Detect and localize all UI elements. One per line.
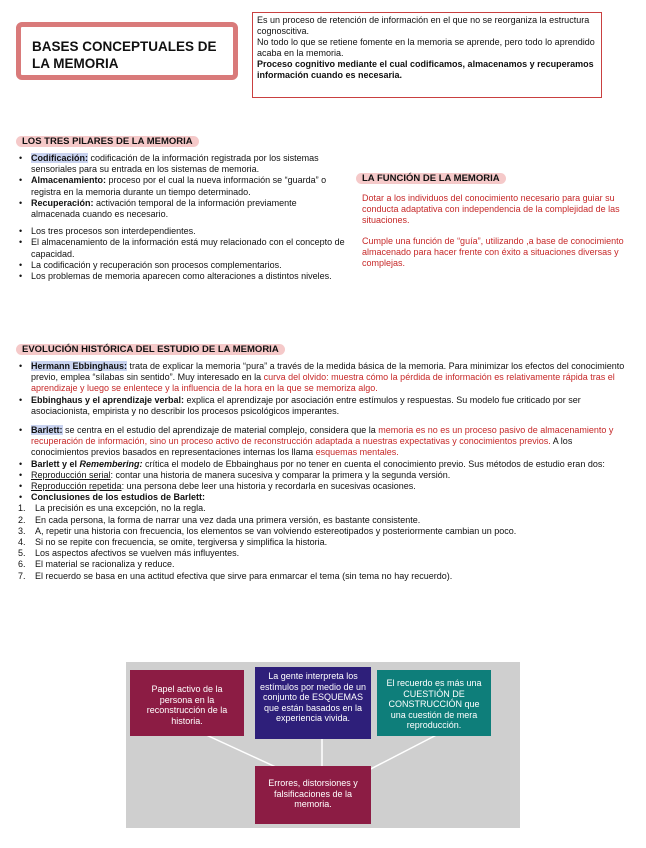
list-item <box>18 395 630 417</box>
author-term: Barlett: <box>31 425 63 436</box>
diagram-box-errors: Errores, distorsiones y falsificaciones de la memoria. <box>255 766 371 824</box>
author-term: Barlett y el <box>31 458 80 469</box>
pillar-term: Codificación: <box>31 153 89 163</box>
list-item: • Los problemas de memoria aparecen como alteraciones a distintos niveles. <box>18 271 346 282</box>
pillars-section <box>16 131 199 149</box>
method-text: : contar una historia de manera sucesiva y comparar la primera y la segunda versión. <box>110 469 451 480</box>
function-heading: LA FUNCIÓN DE LA MEMORIA <box>356 173 506 184</box>
method-term: Reproducción repetida <box>31 481 122 492</box>
conclusion-text: En cada persona, la forma de narrar una vez dada una primera versión, es bastante consistente. <box>35 514 421 525</box>
list-item <box>18 459 630 470</box>
pillar-text: proceso por el cual la nueva información se “guarda” o registra en la memoria durante un tiempo determinado. <box>31 175 327 197</box>
history-section <box>16 339 285 357</box>
conclusions-label: Conclusiones de los estudios de Barlett: <box>31 492 206 503</box>
conclusion-text: Si no se repite con frecuencia, se omite, tergiversa y simplifica la historia. <box>35 537 328 548</box>
conclusion-text: El recuerdo se basa en una actitud efectiva que sirve para enmarcar el tema (sin tema no hay recuerdo). <box>35 570 453 581</box>
history-heading: EVOLUCIÓN HISTÓRICA DEL ESTUDIO DE LA MEMORIA <box>16 344 285 355</box>
diagram-box-active-role: Papel activo de la persona en la reconstrucción de la historia. <box>130 670 244 736</box>
function-section <box>356 168 506 186</box>
conclusion-text: A, repetir una historia con frecuencia, los elementos se van volviendo estereotipados y posteriormente cambian un poco. <box>35 525 517 536</box>
method-text: : una persona debe leer una historia y recordarla en sucesivas ocasiones. <box>121 481 416 492</box>
list-item: 5. Los aspectos afectivos se vuelven más influyentes. <box>18 548 240 559</box>
pillar-term: Recuperación: <box>31 197 94 208</box>
conclusions-list <box>18 503 630 581</box>
definition-bold: Proceso cognitivo mediante el cual codificamos, almacenamos y recuperamos información cuando es necesaria. <box>257 59 594 80</box>
list-item: 6. El material se racionaliza y reduce. <box>18 559 175 570</box>
list-item <box>18 492 630 503</box>
author-term: Hermann Ebbinghaus: <box>31 361 128 371</box>
list-item <box>18 481 630 492</box>
history-text: trata de explicar la memoria “pura” a través de la medida básica de la memoria. Para minimizar los efectos del conocimiento previo, emplea “sílabas sin sentido”. Muy interesado en la <box>31 361 625 383</box>
history-highlight: curva del olvido: muestra cómo la pérdida de información es relativamente rápida tras el aprendizaje y luego se enlentece y la influencia de la hora en la que se memoriza algo. <box>31 372 615 394</box>
list-item <box>18 153 346 175</box>
diagram-box-schemas: La gente interpreta los estímulos por medio de un conjunto de ESQUEMAS que están basados en la experiencia vivida. <box>255 667 371 739</box>
list-item: 1. La precisión es una excepción, no la regla. <box>18 503 206 514</box>
pillar-text: codificación de la información registrada por los sistemas sensoriales para su entrada en los sistemas de memoria. <box>31 153 319 175</box>
list-item <box>18 198 346 220</box>
list-item: • La codificación y recuperación son procesos complementarios. <box>18 260 346 271</box>
history-highlight: memoria es no es un proceso pasivo de almacenamiento y recuperación de información, sino un proceso activo de reconstrucción adaptada a nuestras expectativas y conocimientos previos. <box>31 425 614 447</box>
pillars-heading: LOS TRES PILARES DE LA MEMORIA <box>16 136 199 147</box>
page-title: BASES CONCEPTUALES DE LA MEMORIA <box>16 22 238 80</box>
definition-line: No todo lo que se retiene fomente en la memoria se aprende, pero todo lo aprendido acaba en la memoria. <box>257 37 595 58</box>
list-item <box>18 175 346 197</box>
function-paragraph: Dotar a los individuos del conocimiento necesario para guiar su conducta adaptativa con independencia de la complejidad de las situaciones. <box>362 193 620 226</box>
function-body <box>362 193 634 269</box>
method-term: Reproducción serial <box>31 469 111 480</box>
history-text: crítica el modelo de Ebbainghaus por no tener en cuenta el conocimiento previo. Sus métodos de estudio eran dos: <box>142 458 605 469</box>
conclusion-text: La precisión es una excepción, no la regla. <box>35 503 206 514</box>
list-item <box>18 425 630 459</box>
diagram-box-construction: El recuerdo es más una CUESTIÓN DE CONSTRUCCIÓN que una cuestión de mera reproducción. <box>377 670 491 736</box>
pillar-term: Almacenamiento: <box>31 175 107 186</box>
definition-line: Es un proceso de retención de información en el que no se reorganiza la estructura cognoscitiva. <box>257 15 590 36</box>
list-item: • Los tres procesos son interdependientes. <box>18 226 346 237</box>
author-term: Remembering: <box>79 458 143 469</box>
conclusion-text: El material se racionaliza y reduce. <box>35 559 175 570</box>
author-term: Ebbinghaus y el aprendizaje verbal: <box>31 394 185 405</box>
list-item: 4. Si no se repite con frecuencia, se omite, tergiversa y simplifica la historia. <box>18 537 328 548</box>
history-text: explica el aprendizaje por asociación entre estímulos y respuestas. Su modelo fue criticado por ser asociacionista, empirista y no describir los procesos psicológicos imperantes. <box>31 394 581 416</box>
history-highlight: esquemas mentales. <box>315 447 399 458</box>
list-item: • El almacenamiento de la información está muy relacionado con el concepto de capacidad. <box>18 237 346 259</box>
history-body <box>18 361 630 582</box>
list-item <box>18 361 630 395</box>
function-paragraph: Cumple una función de “guía”, utilizando ,a base de conocimiento almacenado para hacer frente con éxito a situaciones diversas y complejas. <box>362 235 624 269</box>
conclusion-text: Los aspectos afectivos se vuelven más influyentes. <box>35 548 240 559</box>
schema-diagram <box>126 662 520 828</box>
list-item <box>18 470 630 481</box>
list-item: 2. En cada persona, la forma de narrar una vez dada una primera versión, es bastante consistente. <box>18 514 421 525</box>
definition-box <box>252 12 602 98</box>
pillars-list <box>18 153 346 282</box>
list-item: 3. A, repetir una historia con frecuencia, los elementos se van volviendo estereotipados y posteriormente cambian un poco. <box>18 525 517 536</box>
pillar-text: activación temporal de la información previamente almacenada cuando es necesario. <box>31 197 297 220</box>
history-text: A los conocimientos previos basados en representaciones internas los llama <box>31 436 573 458</box>
list-item: 7. El recuerdo se basa en una actitud efectiva que sirve para enmarcar el tema (sin tema no hay recuerdo). <box>18 570 453 581</box>
history-text: se centra en el estudio del aprendizaje de material complejo, considera que la <box>62 425 379 436</box>
